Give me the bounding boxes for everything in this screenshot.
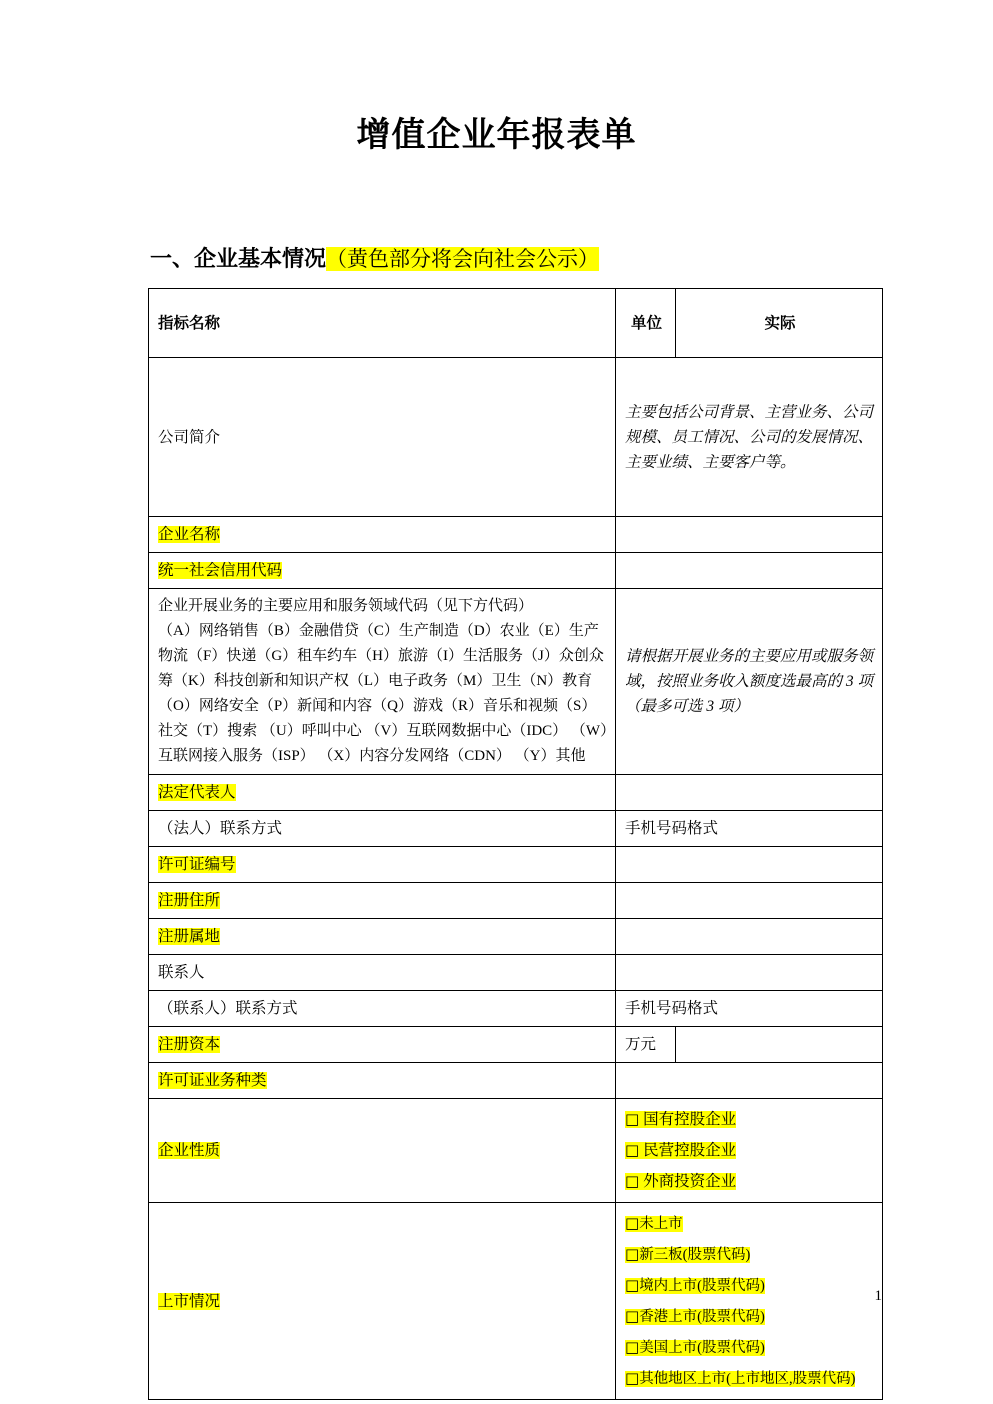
row-label-enterprise-name: 企业名称: [149, 517, 616, 553]
checkbox-option[interactable]: [625, 1208, 875, 1239]
column-header-unit: 单位: [616, 289, 676, 358]
row-value-registered-capital[interactable]: [676, 1027, 883, 1063]
checkbox-label: 民营控股企业: [643, 1142, 737, 1159]
section-heading: [150, 243, 599, 276]
checkbox-icon[interactable]: □: [625, 1110, 640, 1128]
row-value-license-business-type[interactable]: [616, 1063, 883, 1099]
row-label-listing-status: 上市情况: [149, 1203, 616, 1400]
table-row: [149, 811, 883, 847]
table-row: [149, 1063, 883, 1099]
checkbox-option[interactable]: [625, 1239, 875, 1270]
checkbox-icon[interactable]: □: [625, 1214, 640, 1232]
table-row: [149, 775, 883, 811]
column-header-indicator-name: 指标名称: [149, 289, 616, 358]
checkbox-icon[interactable]: □: [625, 1276, 640, 1294]
section-heading-note: （黄色部分将会向社会公示）: [326, 247, 600, 271]
row-value-registered-address[interactable]: [616, 883, 883, 919]
service-domain-codes-list: （A）网络销售（B）金融借贷（C）生产制造（D）农业（E）生产物流（F）快递（G）租车约车（H）旅游（I）生活服务（J）众创众筹（K）科技创新和知识产权（L）电子政务（M）卫生（N）教育（O）网络安全（P）新闻和内容（Q）游戏（R）音乐和视频（S）社交（T）搜索 （U）呼叫中心 （V）互联网数据中心（IDC） （W）互联网接入服务（ISP） （X）内容分发网络（CDN） （Y）其他: [158, 623, 608, 764]
table-row: [149, 589, 883, 775]
row-label-registered-address: 注册住所: [149, 883, 616, 919]
checkbox-label: 其他地区上市(上市地区,股票代码): [639, 1371, 856, 1387]
row-value-enterprise-nature: [616, 1099, 883, 1203]
checkbox-option[interactable]: [625, 1166, 875, 1197]
column-header-actual: 实际: [676, 289, 883, 358]
row-value-service-domain-codes[interactable]: 请根据开展业务的主要应用或服务领域，按照业务收入额度选最高的 3 项（最多可选 3 项）: [616, 589, 883, 775]
checkbox-label: 美国上市(股票代码): [639, 1340, 765, 1356]
row-label-contact-person-phone: （联系人）联系方式: [149, 991, 616, 1027]
table-row: [149, 1027, 883, 1063]
checkbox-icon[interactable]: □: [625, 1141, 640, 1159]
table-row: [149, 847, 883, 883]
checkbox-option[interactable]: [625, 1135, 875, 1166]
checkbox-label: 外商投资企业: [643, 1173, 737, 1190]
table-row: [149, 919, 883, 955]
row-label-license-business-type: 许可证业务种类: [149, 1063, 616, 1099]
row-label-registered-region: 注册属地: [149, 919, 616, 955]
table-row: [149, 883, 883, 919]
row-value-company-profile[interactable]: 主要包括公司背景、主营业务、公司规模、员工情况、公司的发展情况、主要业绩、主要客户等。: [616, 358, 883, 517]
row-value-license-number[interactable]: [616, 847, 883, 883]
row-label-contact-person: 联系人: [149, 955, 616, 991]
row-label-unified-social-credit-code: 统一社会信用代码: [149, 553, 616, 589]
table-row: [149, 991, 883, 1027]
row-label-legal-representative: 法定代表人: [149, 775, 616, 811]
service-domain-codes-lead: 企业开展业务的主要应用和服务领域代码（见下方代码）: [158, 598, 534, 614]
checkbox-option[interactable]: [625, 1301, 875, 1332]
row-label-company-profile: 公司简介: [149, 358, 616, 517]
section-heading-main: 一、企业基本情况: [150, 247, 327, 272]
row-value-enterprise-name[interactable]: [616, 517, 883, 553]
checkbox-option[interactable]: [625, 1104, 875, 1135]
checkbox-icon[interactable]: □: [625, 1369, 640, 1387]
page-title: 增值企业年报表单: [356, 115, 637, 155]
checkbox-label: 境内上市(股票代码): [639, 1278, 765, 1294]
enterprise-basic-info-table: [148, 288, 883, 1400]
row-unit-registered-capital: 万元: [616, 1027, 676, 1063]
table-header-row: [149, 289, 883, 358]
row-label-legal-contact: （法人）联系方式: [149, 811, 616, 847]
checkbox-label: 香港上市(股票代码): [639, 1309, 765, 1325]
row-label-registered-capital: 注册资本: [149, 1027, 616, 1063]
checkbox-label: 未上市: [639, 1216, 683, 1232]
checkbox-icon[interactable]: □: [625, 1172, 640, 1190]
checkbox-label: 新三板(股票代码): [639, 1247, 751, 1263]
row-label-enterprise-nature: 企业性质: [149, 1099, 616, 1203]
row-value-registered-region[interactable]: [616, 919, 883, 955]
checkbox-option[interactable]: [625, 1332, 875, 1363]
table-row: [149, 358, 883, 517]
table-row: [149, 517, 883, 553]
checkbox-icon[interactable]: □: [625, 1245, 640, 1263]
checkbox-icon[interactable]: □: [625, 1307, 640, 1325]
checkbox-option[interactable]: [625, 1363, 875, 1394]
row-value-unified-social-credit-code[interactable]: [616, 553, 883, 589]
row-value-legal-contact[interactable]: 手机号码格式: [616, 811, 883, 847]
table-row-enterprise-nature: [149, 1099, 883, 1203]
checkbox-label: 国有控股企业: [643, 1111, 737, 1128]
table-row: [149, 553, 883, 589]
page-number: 1: [874, 1288, 882, 1304]
row-value-contact-person-phone[interactable]: 手机号码格式: [616, 991, 883, 1027]
row-label-service-domain-codes: [149, 589, 616, 775]
row-label-license-number: 许可证编号: [149, 847, 616, 883]
checkbox-icon[interactable]: □: [625, 1338, 640, 1356]
enterprise-nature-options: [625, 1104, 875, 1197]
table-row: [149, 955, 883, 991]
row-value-legal-representative[interactable]: [616, 775, 883, 811]
row-value-contact-person[interactable]: [616, 955, 883, 991]
